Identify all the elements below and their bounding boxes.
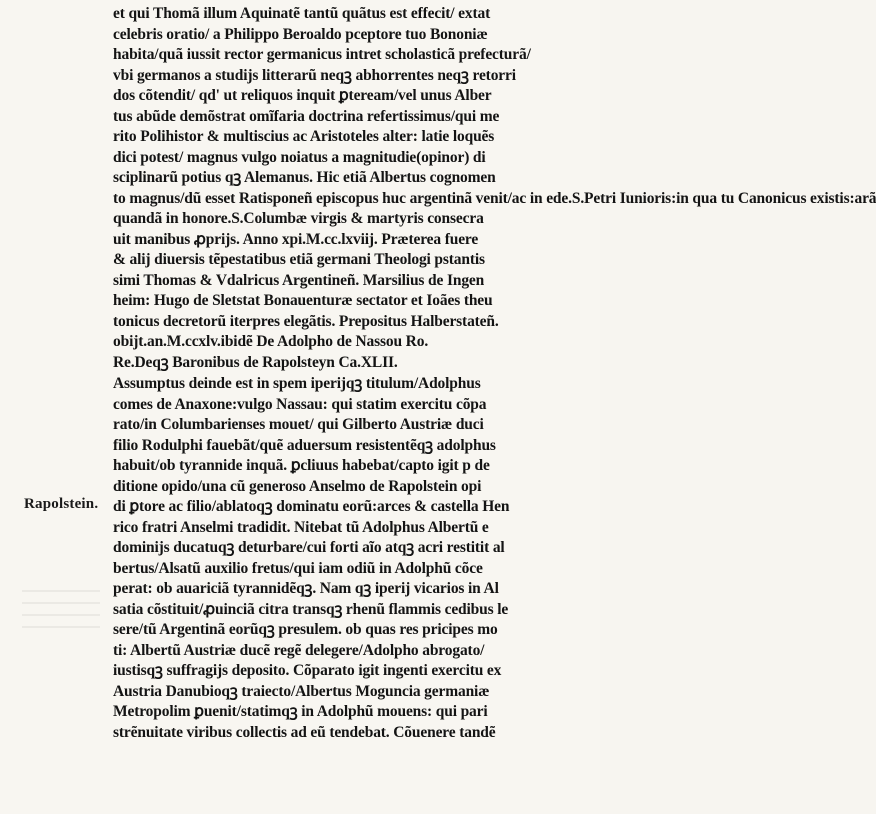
text-line: dominijs ducatuqꝫ deturbare/cui forti aĩo atqꝫ acri restitit al: [113, 539, 505, 556]
text-line: to magnus/dũ esset Ratisponeñ episcopus huc argentinã venit/ac in ede.S.Petri Iunioris:in qua tu Canonicus existis:arã: [113, 189, 876, 207]
text-line: et qui Thomã illum Aquinatẽ tantũ quãtus est effecit/ extat: [113, 5, 491, 22]
text-line: rato/in Columbarienses mouet/ qui Gilberto Austriæ duci: [113, 416, 484, 433]
text-line: dici potest/ magnus vulgo noiatus a magnitudie(opinor) di: [113, 148, 486, 166]
text-line: Assumptus deinde est in spem iperijqꝫ titulum/Adolphus: [113, 375, 481, 392]
text-line: celebris oratio/ a Philippo Beroaldo pceptore tuo Bononiæ: [113, 25, 488, 43]
text-line: tus abũde demõstrat omĩfaria doctrina refertissimus/qui me: [113, 107, 500, 125]
text-line: vbi germanos a studijs litterarũ neqꝫ abhorrentes neqꝫ retorri: [113, 66, 516, 84]
text-line: simi Thomas & Vdalricus Argentineñ. Marsilius de Ingen: [113, 271, 485, 289]
text-line: uit manibus ꝓprijs. Anno xpi.M.cc.lxviij. Præterea fuere: [113, 230, 479, 248]
text-line: dos cõtendit/ qd' ut reliquos inquit ꝑteream/vel unus Alber: [113, 87, 492, 104]
text-line: bertus/Alsatũ auxilio fretus/qui iam odiũ in Adolphũ cõce: [113, 559, 483, 577]
text-line: filio Rodulphi fauebãt/quẽ aduersum resistentẽqꝫ adolphus: [113, 436, 496, 454]
text-line: di ꝑtore ac filio/ablatoqꝫ dominatu eorũ:arces & castella Hen: [113, 498, 510, 515]
text-line: quandã in honore.S.Columbæ virgis & martyris consecra: [113, 210, 484, 227]
text-line: sciplinarũ potius qꝫ Alemanus. Hic etiã Albertus cognomen: [113, 169, 496, 186]
text-line: habuit/ob tyrannide inquã. ꝑcliuus habebat/capto igit p de: [113, 457, 490, 474]
text-line: comes de Anaxone:vulgo Nassau: qui statim exercitu cõpa: [113, 395, 487, 413]
text-line: rico fratri Anselmi tradidit. Nitebat tũ Adolphus Albertũ e: [113, 518, 489, 536]
text-line: iustisqꝫ suffragijs deposito. Cõparato igit ingenti exercitu ex: [113, 662, 502, 679]
text-line: & alij diuersis tẽpestatibus etiã germani Theologi pstantis: [113, 251, 485, 268]
chapter-heading-line: obijt.an.M.ccxlv.ibidẽ De Adolpho de Nassou Ro.: [113, 333, 429, 350]
text-line: tonicus decretorũ iterpres elegãtis. Prepositus Halberstateñ.: [113, 312, 499, 330]
text-line: satia cõstituit/ꝓuinciã citra transqꝫ rhenũ flammis cedibus le: [113, 600, 509, 618]
text-line: rito Polihistor & multiscius ac Aristoteles alter: latie loquẽs: [113, 128, 495, 145]
text-line: strẽnuitate viribus collectis ad eũ tendebat. Cõuenere tandẽ: [113, 723, 496, 741]
main-text-block: [113, 4, 876, 743]
text-line: perat: ob auariciã tyrannidẽqꝫ. Nam qꝫ iperij vicarios in Al: [113, 580, 499, 597]
show-through-ghost: [22, 590, 100, 638]
chapter-heading-line: Re.Deqꝫ Baronibus de Rapolsteyn Ca.XLII.: [113, 354, 398, 371]
text-line: Austria Danubioqꝫ traiecto/Albertus Moguncia germaniæ: [113, 682, 490, 700]
text-line: heim: Hugo de Sletstat Bonauenturæ sectator et Ioães theu: [113, 292, 493, 309]
text-line: sere/tũ Argentinã eorũqꝫ presulem. ob quas res pricipes mo: [113, 621, 498, 638]
text-line: Metropolim ꝑuenit/statimqꝫ in Adolphũ mouens: qui pari: [113, 703, 488, 720]
text-line: ditione opido/una cũ generoso Anselmo de Rapolstein opi: [113, 477, 482, 495]
text-line: ti: Albertũ Austriæ ducẽ regẽ delegere/Adolpho abrogato/: [113, 641, 485, 659]
text-line: habita/quã iussit rector germanicus intret scholasticã prefecturã/: [113, 46, 531, 63]
margin-note: Rapolstein.: [24, 496, 99, 512]
